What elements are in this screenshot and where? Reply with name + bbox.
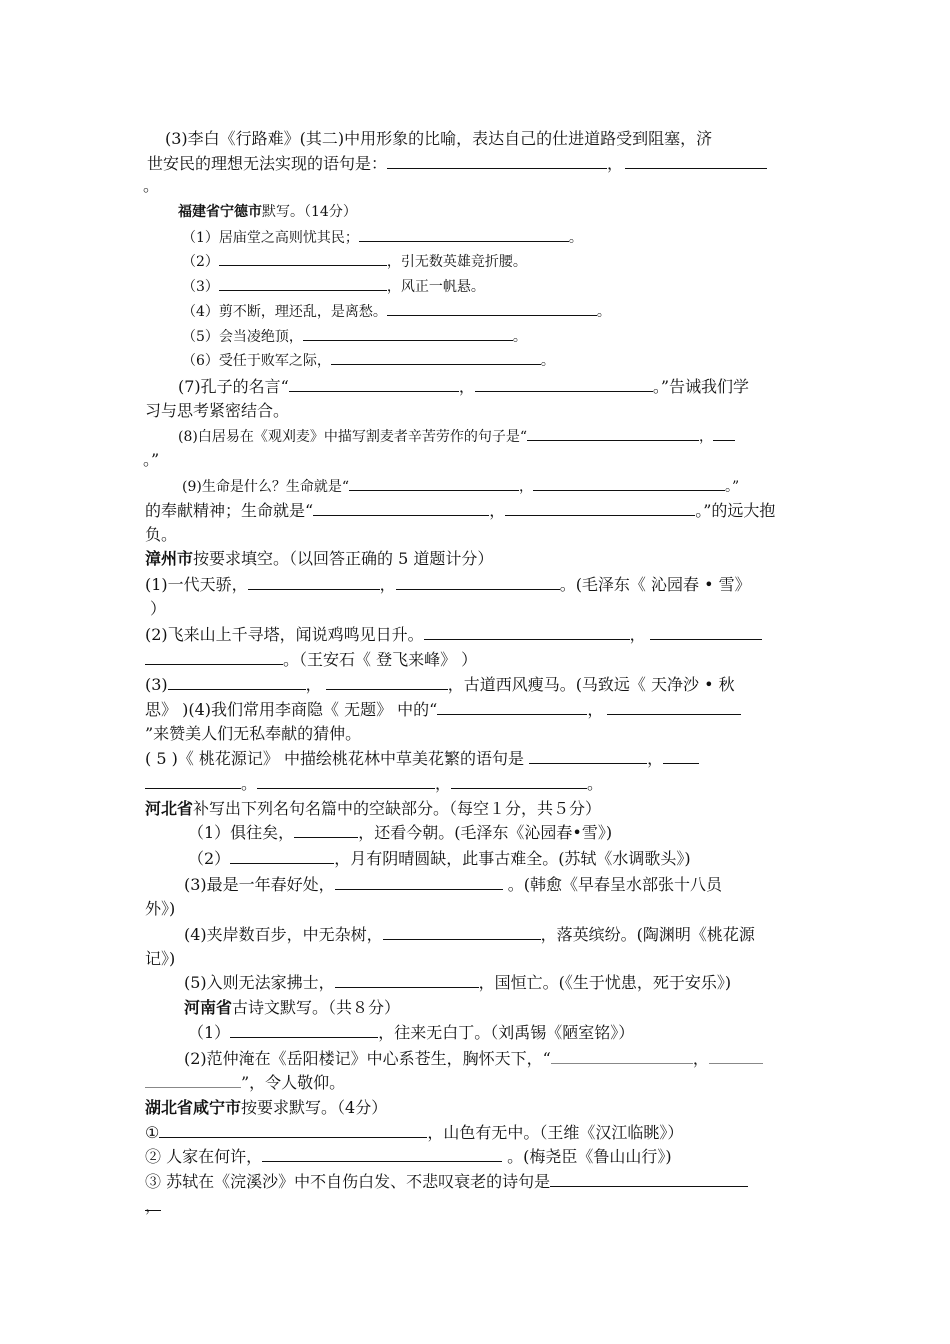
section-title: 按要求填空。（以回答正确的 5 道题计分） [193, 549, 494, 568]
question-text: ③ 苏轼在《浣溪沙》中不自伤白发、不悲叹衰老的诗句是 [145, 1172, 551, 1191]
section-title: 古诗文默写。（共８分） [232, 998, 401, 1017]
question-text: ，引无数英雄竞折腰。 [386, 254, 527, 270]
section-title: 按要求默写。（4分） [241, 1098, 388, 1117]
section-heading [145, 1097, 387, 1119]
question-line [147, 153, 767, 175]
answer-blank[interactable] [303, 327, 513, 341]
question-text: (2)范仲淹在《岳阳楼记》中心系苍生，胸怀天下，“ [184, 1049, 551, 1068]
question-line [145, 524, 177, 546]
question-line [182, 277, 485, 297]
punctuation: ） [150, 599, 167, 618]
question-line [188, 848, 691, 870]
question-line [145, 1171, 748, 1193]
punctuation: 。 [512, 329, 527, 345]
answer-blank[interactable] [248, 574, 380, 590]
question-line [165, 128, 712, 150]
question-line [145, 948, 175, 970]
punctuation: ， [699, 429, 713, 445]
punctuation: ， [587, 700, 604, 719]
question-text: 的奉献精神；生命就是“ [145, 501, 314, 520]
section-heading [178, 202, 357, 222]
answer-blank[interactable] [529, 748, 647, 764]
answer-blank[interactable] [331, 351, 541, 365]
section-heading [184, 997, 400, 1019]
answer-blank[interactable] [359, 228, 569, 242]
question-text: 。(梅尧臣《鲁山山行》) [502, 1147, 672, 1166]
punctuation: 。 [241, 774, 258, 793]
answer-blank[interactable] [145, 649, 283, 665]
punctuation: ， [305, 675, 322, 694]
section-heading [145, 798, 601, 820]
answer-blank[interactable] [424, 624, 630, 640]
punctuation: ， [647, 749, 664, 768]
punctuation: 。 [596, 304, 611, 320]
question-line [145, 574, 751, 596]
question-text: （1）居庙堂之高则忧其民； [182, 230, 359, 246]
question-line [145, 748, 699, 770]
question-text: (3)李白《行路难》(其二)中用形象的比喻，表达自己的仕进道路受到阻塞，济 [165, 129, 713, 148]
question-line [182, 351, 555, 371]
question-text: ，风正一帆悬。 [386, 279, 485, 295]
question-text: (5)入则无法家拂士， [184, 973, 335, 992]
answer-blank[interactable] [262, 1146, 502, 1162]
section-title: 补写出下列名句名篇中的空缺部分。（每空１分，共５分） [193, 799, 602, 818]
question-line [182, 302, 611, 322]
question-text: （5）会当凌绝顶， [182, 329, 303, 345]
region-name: 河北省 [145, 799, 194, 818]
question-text: 外》) [145, 899, 176, 918]
punctuation: ， [435, 774, 452, 793]
question-text: ，国恒亡。(《生于忧患，死于安乐》) [478, 973, 732, 992]
answer-blank[interactable] [505, 500, 695, 516]
question-text: 。(毛泽东《 沁园春 • 雪》 [559, 575, 751, 594]
answer-blank[interactable] [607, 699, 741, 715]
question-text: 。”告诫我们学 [652, 377, 750, 396]
question-text: ① [145, 1123, 160, 1142]
answer-blank[interactable] [326, 674, 448, 690]
punctuation: ， [629, 625, 646, 644]
question-text: ，月有阴晴圆缺，此事古难全。(苏轼《水调歌头》) [334, 849, 691, 868]
question-line [184, 874, 722, 896]
answer-blank[interactable] [383, 924, 541, 940]
punctuation: ， [458, 377, 475, 396]
answer-blank[interactable] [709, 1048, 763, 1064]
section-heading [145, 548, 493, 570]
answer-blank[interactable] [219, 277, 387, 291]
question-text: （6）受任于败军之际， [182, 353, 331, 369]
answer-blank[interactable] [650, 624, 762, 640]
question-line [145, 1072, 345, 1094]
section-title: 默写。（14分） [262, 204, 357, 220]
answer-blank[interactable] [168, 674, 306, 690]
answer-blank[interactable] [387, 153, 607, 169]
question-text: (8)白居易在《观刈麦》中描写割麦者辛苦劳作的句子是“ [178, 429, 527, 445]
question-text: ，落英缤纷。(陶渊明《桃花源 [540, 925, 755, 944]
question-text: （1）俱往矣， [188, 823, 295, 842]
answer-blank[interactable] [663, 748, 699, 764]
answer-blank[interactable] [550, 1171, 748, 1187]
punctuation: ， [692, 1049, 709, 1068]
question-text: （2） [188, 849, 231, 868]
punctuation: ， [519, 479, 533, 495]
question-text: 。(韩愈《早春呈水部张十八员 [502, 875, 723, 894]
question-text: 记》) [145, 949, 176, 968]
question-text: （4）剪不断，理还乱，是离愁。 [182, 304, 387, 320]
question-text: （1） [188, 1023, 231, 1042]
question-line [184, 1048, 763, 1070]
question-line [182, 477, 739, 497]
question-line [188, 822, 612, 844]
question-text: （2） [182, 254, 219, 270]
answer-blank[interactable] [451, 773, 587, 789]
question-text: (3) [145, 675, 168, 694]
question-text: ”，令人敬仰。 [241, 1073, 346, 1092]
answer-blank[interactable] [396, 574, 560, 590]
answer-blank[interactable] [219, 252, 387, 266]
question-text: (4)夹岸数百步，中无杂树， [184, 925, 383, 944]
question-text: (1)一代天骄， [145, 575, 248, 594]
question-line [145, 674, 735, 696]
question-line [150, 598, 166, 620]
question-text: ，山色有无中。（王维《汉江临眺》） [427, 1123, 684, 1142]
question-line [145, 898, 175, 920]
question-text: 。（王安石《 登飞来峰》 ） [283, 650, 478, 669]
answer-blank[interactable] [230, 848, 334, 864]
question-line [188, 1022, 634, 1044]
question-line [178, 376, 749, 398]
question-line [145, 649, 477, 671]
answer-blank[interactable] [713, 427, 735, 441]
question-text: ，往来无白丁。（刘禹锡《陋室铭》） [378, 1023, 635, 1042]
answer-blank[interactable] [289, 376, 459, 392]
answer-blank[interactable] [387, 302, 597, 316]
question-text: ”来赞美人们无私奉献的猜伸。 [145, 724, 362, 743]
question-text: 习与思考紧密结合。 [145, 401, 290, 420]
question-line [145, 773, 603, 795]
region-name: 漳州市 [145, 549, 194, 568]
question-line [145, 500, 775, 522]
answer-blank[interactable] [437, 699, 587, 715]
question-text: 思》 )(4)我们常用李商隐《 无题》 中的“ [145, 700, 438, 719]
question-text: ( 5 )《 桃花源记》 中描绘桃花林中草美花繁的语句是 [145, 749, 530, 768]
question-text: (9)生命是什么？生命就是“ [182, 479, 349, 495]
answer-blank[interactable] [159, 1122, 427, 1138]
question-line [178, 427, 735, 447]
question-line [182, 327, 527, 347]
punctuation: 。 [143, 176, 160, 195]
question-line [182, 228, 583, 248]
punctuation: 。” [725, 479, 740, 495]
punctuation: 。 [568, 230, 583, 246]
region-name: 河南省 [184, 998, 233, 1017]
question-line [145, 699, 741, 721]
question-line [145, 624, 762, 646]
question-line [145, 400, 289, 422]
question-text: (3)最是一年春好处， [184, 875, 335, 894]
question-text: 世安民的理想无法实现的语句是： [147, 154, 388, 173]
answer-blank[interactable] [475, 376, 653, 392]
answer-blank[interactable] [625, 153, 767, 169]
answer-blank[interactable] [294, 822, 358, 838]
punctuation: 。 [587, 774, 604, 793]
question-text: (2)飞来山上千寻塔，闻说鸡鸣见日升。 [145, 625, 424, 644]
question-line [145, 1195, 177, 1217]
answer-blank[interactable] [230, 1022, 378, 1038]
answer-blank[interactable] [335, 874, 503, 890]
answer-blank[interactable] [145, 773, 241, 789]
punctuation: ， [145, 1196, 162, 1215]
question-text: （3） [182, 279, 219, 295]
answer-blank[interactable] [335, 972, 479, 988]
punctuation: ， [489, 501, 506, 520]
question-line [182, 252, 527, 272]
region-name: 湖北省咸宁市 [145, 1098, 242, 1117]
question-line [145, 723, 361, 745]
answer-blank[interactable] [551, 1048, 693, 1064]
question-line [145, 1146, 672, 1168]
punctuation: ， [607, 154, 624, 173]
question-line [184, 972, 731, 994]
answer-blank[interactable] [145, 1072, 241, 1088]
question-text: ② 人家在何许， [145, 1147, 263, 1166]
question-text: ，古道西风瘦马。(马致远《 天净沙 • 秋 [447, 675, 735, 694]
answer-blank[interactable] [313, 500, 489, 516]
question-line [184, 924, 755, 946]
answer-blank[interactable] [527, 427, 699, 441]
question-line [145, 1122, 683, 1144]
answer-blank[interactable] [257, 773, 435, 789]
question-line [143, 175, 159, 197]
question-text: (7)孔子的名言“ [178, 377, 289, 396]
question-text: 。”的远大抱 [695, 501, 776, 520]
answer-blank[interactable] [533, 477, 725, 491]
question-text: ，还看今朝。(毛泽东《沁园春•雪》) [358, 823, 613, 842]
punctuation: 。 [540, 353, 555, 369]
answer-blank[interactable] [349, 477, 519, 491]
punctuation: ， [379, 575, 396, 594]
region-name: 福建省宁德市 [178, 204, 262, 220]
question-line [143, 449, 159, 471]
punctuation: 。” [143, 450, 160, 469]
question-text: 负。 [145, 525, 178, 544]
